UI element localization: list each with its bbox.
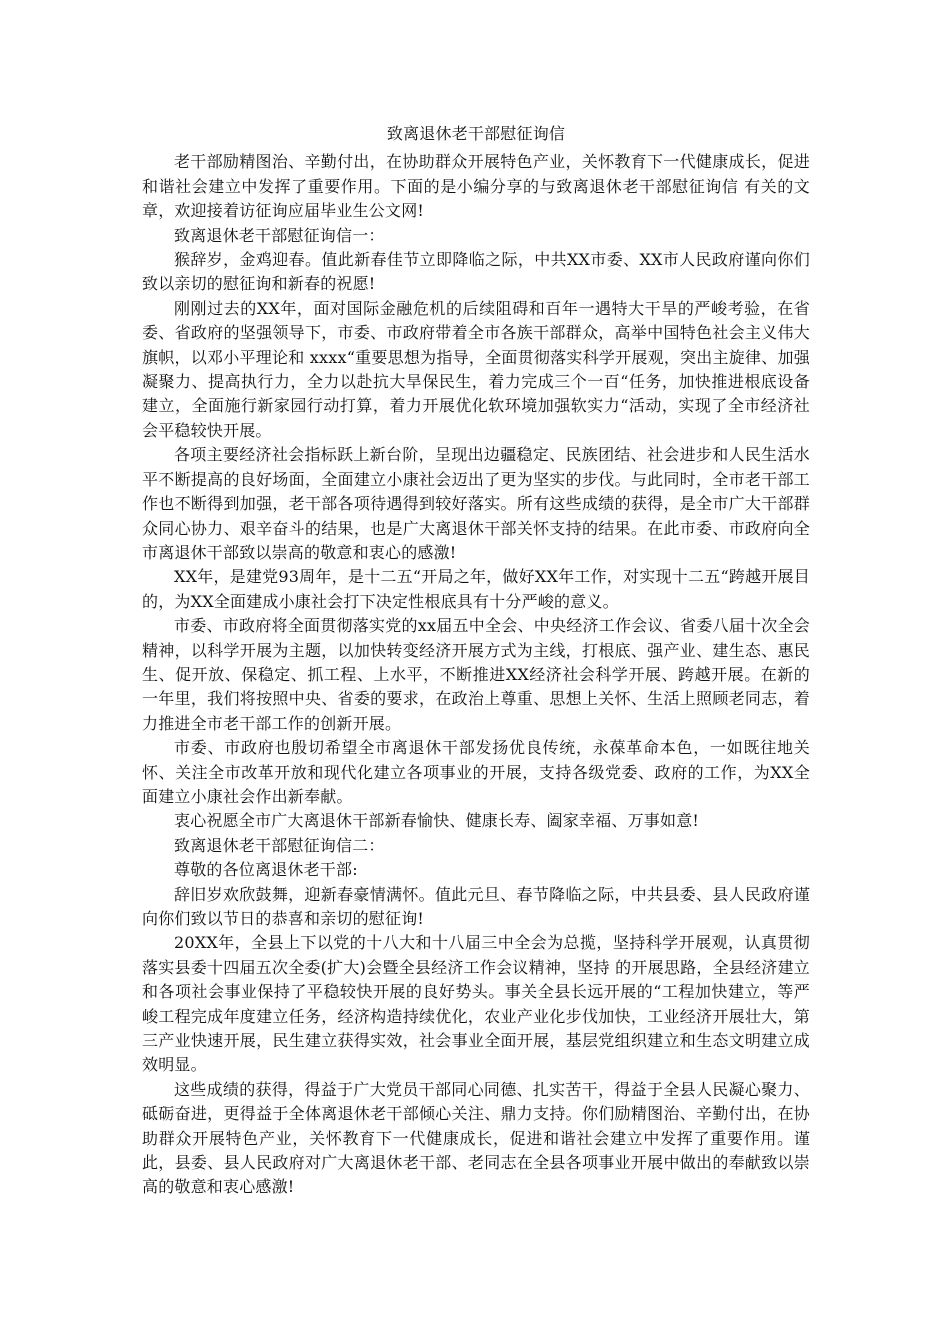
paragraph: 这些成绩的获得，得益于广大党员干部同心同德、扎实苦干，得益于全县人民凝心聚力、砥砺奋进，更得益于全体离退休老干部倾心关注、鼎力支持。你们励精图治、辛勤付出，在协助群众开展特色产业，关怀教育下一代健康成长，促进和谐社会建立中发挥了重要作用。谨此，县委、县人民政府对广大离退休老干部、老同志在全县各项事业开展中做出的奉献致以崇高的敬意和衷心感激! [142, 1079, 810, 1197]
paragraph: 老干部励精图治、辛勤付出，在协助群众开展特色产业，关怀教育下一代健康成长，促进和谐社会建立中发挥了重要作用。下面的是小编分享的与致离退休老干部慰征询信 有关的文章，欢迎接着访征询应届毕业生公文网! [142, 152, 810, 221]
paragraph: 刚刚过去的XX年，面对国际金融危机的后续阻碍和百年一遇特大干旱的严峻考验，在省委、省政府的坚强领导下，市委、市政府带着全市各族干部群众，高举中国特色社会主义伟大旗帜，以邓小平理论和 xxxx“重要思想为指导，全面贯彻落实科学开展观，突出主旋律、加强凝聚力、提高执行力，全力以赴抗大旱保民生，着力完成三个一百“任务，加快推进根底设备建立，全面施行新家园行动打算，着力开展优化软环境加强软实力“活动，实现了全市经济社会平稳较快开展。 [142, 298, 810, 440]
paragraph: 市委、市政府将全面贯彻落实党的xx届五中全会、中央经济工作会议、省委八届十次全会精神，以科学开展为主题，以加快转变经济开展方式为主线，打根底、强产业、建生态、惠民生、促开放、保稳定、抓工程、上水平，不断推进XX经济社会科学开展、跨越开展。在新的一年里，我们将按照中央、省委的要求，在政治上尊重、思想上关怀、生活上照顾老同志，着力推进全市老干部工作的创新开展。 [142, 616, 810, 733]
paragraph: 市委、市政府也殷切希望全市离退休干部发扬优良传统，永葆革命本色，一如既往地关怀、关注全市改革开放和现代化建立各项事业的开展，支持各级党委、政府的工作，为XX全面建立小康社会作出新奉献。 [142, 738, 810, 806]
paragraph: 辞旧岁欢欣鼓舞，迎新春豪情满怀。值此元旦、春节降临之际，中共县委、县人民政府谨向你们致以节日的恭喜和亲切的慰征询! [142, 884, 810, 928]
document-page [142, 122, 810, 1200]
document-title: 致离退休老干部慰征询信 [386, 124, 566, 143]
paragraph: 猴辞岁，金鸡迎春。值此新春佳节立即降临之际，中共XX市委、XX市人民政府谨向你们致以亲切的慰征询和新春的祝愿! [142, 250, 810, 294]
paragraph: 各项主要经济社会指标跃上新台阶，呈现出边疆稳定、民族团结、社会进步和人民生活水平不断提高的良好场面，全面建立小康社会迈出了更为坚实的步伐。与此同时，全市老干部工作也不断得到加强，老干部各项待遇得到较好落实。所有这些成绩的获得，是全市广大干部群众同心协力、艰辛奋斗的结果，也是广大离退休干部关怀支持的结果。在此市委、市政府向全市离退休干部致以崇高的敬意和衷心的感激! [142, 445, 810, 562]
paragraph: XX年，是建党93周年，是十二五“开局之年，做好XX年工作，对实现十二五“跨越开展目的，为XX全面建成小康社会打下决定性根底具有十分严峻的意义。 [142, 567, 810, 611]
salutation: 尊敬的各位离退休老干部: [174, 860, 358, 880]
paragraph: 20XX年，全县上下以党的十八大和十八届三中全会为总揽，坚持科学开展观，认真贯彻落实县委十四届五次全委(扩大)会暨全县经济工作会议精神，坚持 的开展思路，全县经济建立和各项社会事业保持了平稳较快开展的良好势头。事关全县长远开展的“工程加快建立，等严峻工程完成年度建立任务，经济构造持续优化，农业产业化步伐加快，工业经济开展壮大，第三产业快速开展，民生建立获得实效，社会事业全面开展，基层党组织建立和生态文明建立成效明显。 [142, 933, 810, 1075]
paragraph: 衷心祝愿全市广大离退休干部新春愉快、健康长寿、阖家幸福、万事如意! [174, 811, 700, 831]
section-heading-2: 致离退休老干部慰征询信二： [174, 835, 385, 855]
section-heading-1: 致离退休老干部慰征询信一： [174, 225, 385, 245]
